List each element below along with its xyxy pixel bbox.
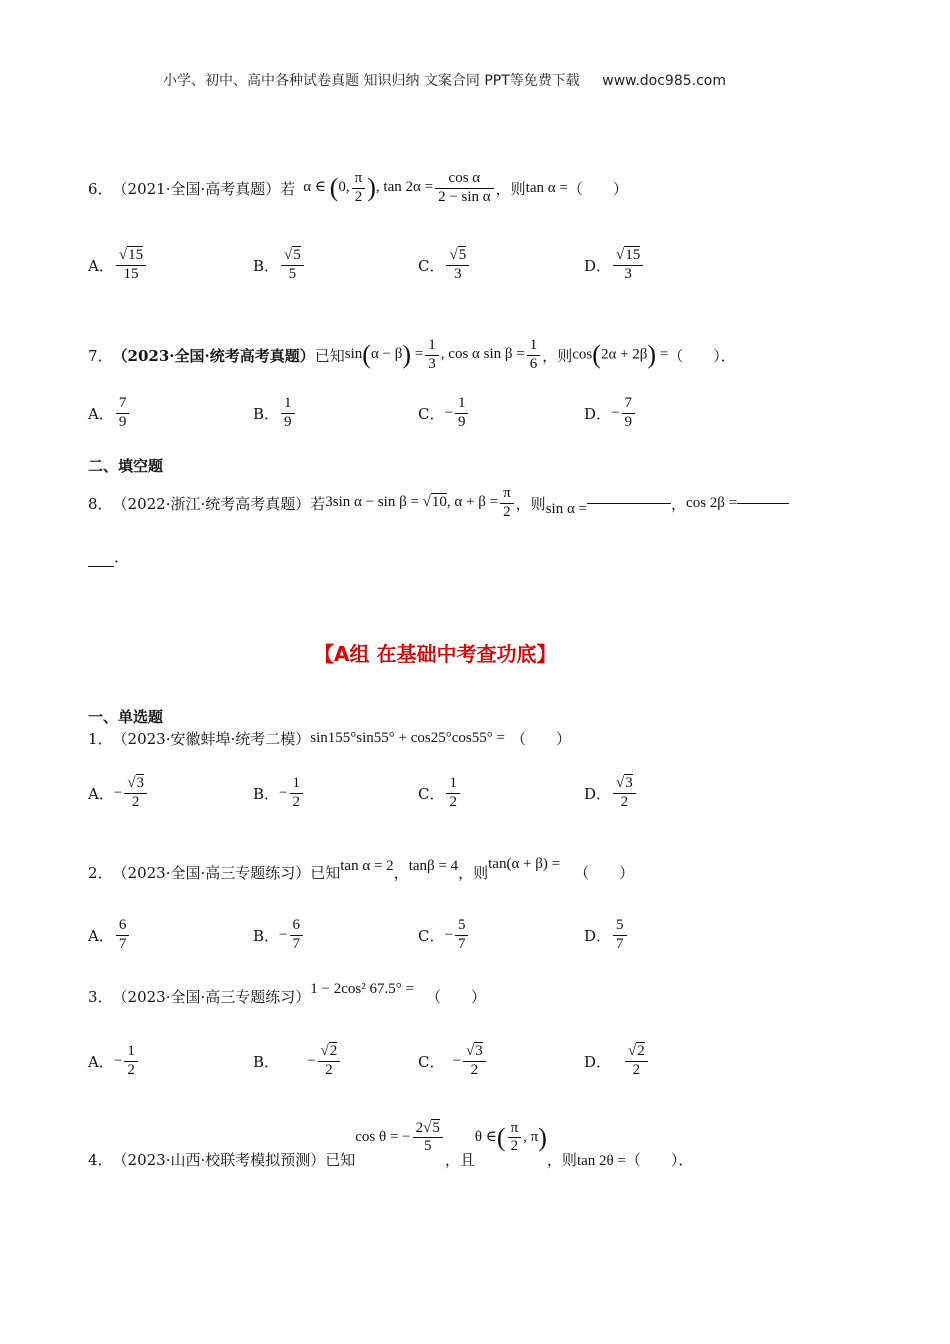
q6-paren: （ ） xyxy=(567,179,628,198)
q8-comma: ， xyxy=(671,494,687,513)
option-c[interactable]: C． − $\frac{5}{7}$ xyxy=(418,912,470,958)
group-title: 【A组 在基础中考查功底】 xyxy=(314,642,557,666)
option-d[interactable]: D． $\frac{5}{7}$ xyxy=(584,912,629,958)
option-a[interactable]: A． $\frac{7}{9}$ xyxy=(88,390,131,436)
page-header xyxy=(163,70,726,90)
q4-source: （2023·山西·校联考模拟预测）已知 xyxy=(112,1151,356,1169)
q7-number: 7． xyxy=(88,346,113,365)
question-7 xyxy=(88,332,736,378)
option-b[interactable]: B． − $\frac{1}{2}$ xyxy=(253,768,305,818)
option-label: C． xyxy=(418,926,445,945)
option-a[interactable]: A． − $\frac{1}{2}$ xyxy=(88,1036,140,1086)
option-d[interactable]: D． − $\frac{7}{9}$ xyxy=(584,390,637,436)
q4-c2: ，则 xyxy=(546,1151,577,1169)
q8-end: ． xyxy=(114,548,130,566)
option-a[interactable]: A． − $\frac{√3}{2}$ xyxy=(88,768,149,818)
header-text: 小学、初中、高中各种试卷真题 知识归纳 文案合同 PPT等免费下载 xyxy=(163,73,580,89)
option-label: B． xyxy=(253,404,280,423)
q8-then: ，则 xyxy=(515,494,546,513)
option-d[interactable]: D． $\frac{√2}{2}$ xyxy=(584,1036,650,1086)
q3-paren: （ ） xyxy=(425,987,486,1006)
option-label: D． xyxy=(584,256,612,275)
q7-paren: （ ）． xyxy=(668,346,736,365)
question-3 xyxy=(88,976,486,1016)
option-a[interactable]: A． $\frac{√15}{15}$ xyxy=(88,240,148,290)
option-label: A． xyxy=(88,784,114,803)
option-b[interactable]: B． $\frac{1}{9}$ xyxy=(253,390,297,436)
q2-expr-1: tan α = 2 xyxy=(340,857,394,874)
header-site-link[interactable]: www.doc985.com xyxy=(602,73,726,89)
option-label: A． xyxy=(88,926,114,945)
option-c[interactable]: C． $\frac{√5}{3}$ xyxy=(418,240,471,290)
q1-number: 1． xyxy=(88,730,113,748)
q3-source: （2023·全国·高三专题练习） xyxy=(112,987,311,1006)
q6-tan: tan α = xyxy=(525,179,568,196)
q8-number: 8． xyxy=(88,494,113,513)
q8-sin: sin α = xyxy=(545,500,588,517)
option-label: C． xyxy=(418,784,445,803)
option-a[interactable]: A． $\frac{6}{7}$ xyxy=(88,912,131,958)
q2-c2: ，则 xyxy=(458,863,489,882)
option-label: A． xyxy=(88,256,114,275)
q3-number: 3． xyxy=(88,987,113,1006)
option-label: D． xyxy=(584,404,612,423)
option-d[interactable]: D． $\frac{√15}{3}$ xyxy=(584,240,645,290)
question-6 xyxy=(88,158,628,218)
option-label: C． xyxy=(418,404,445,423)
q6-source: （2021·全国·高考真题）若 xyxy=(112,179,296,198)
option-label: B． xyxy=(253,784,280,803)
option-label: B． xyxy=(253,256,280,275)
q6-options xyxy=(88,240,788,290)
option-label: C． xyxy=(418,1052,445,1071)
option-b[interactable]: B． − $\frac{√2}{2}$ xyxy=(253,1036,342,1086)
q8-cos: cos 2β = xyxy=(686,494,738,511)
q1-expr: sin155°sin55° + cos25°cos55° = xyxy=(310,730,505,746)
q2-c1: ， xyxy=(393,863,409,882)
q8-blank-2[interactable] xyxy=(737,502,789,504)
q8-blank-2-cont[interactable] xyxy=(88,565,114,567)
q6-ask: ，则 xyxy=(495,179,526,198)
q8-blank-1[interactable] xyxy=(587,502,671,504)
q2-number: 2． xyxy=(88,863,113,882)
option-label: A． xyxy=(88,1052,114,1071)
q2-options xyxy=(88,912,788,958)
option-d[interactable]: D． $\frac{√3}{2}$ xyxy=(584,768,638,818)
option-label: B． xyxy=(253,1052,280,1071)
q4-paren: （ ）． xyxy=(625,1151,694,1169)
q1-source: （2023·安徽蚌埠·统考二模） xyxy=(112,730,311,748)
q8-condition: 3sin α − sin β = √10, α + β = $\frac{\pi}{2}$ xyxy=(325,485,515,521)
q7-pre: 已知 xyxy=(314,346,345,365)
question-2 xyxy=(88,852,634,892)
section-single-choice: 一、单选题 xyxy=(88,708,164,726)
q1-paren: （ ） xyxy=(510,730,571,748)
q2-expr-2: tanβ = 4 xyxy=(408,857,459,874)
q2-paren: （ ） xyxy=(574,863,635,882)
q4-c1: ，且 xyxy=(444,1151,475,1169)
q7-source: （2023·全国·统考高考真题） xyxy=(112,346,315,365)
option-label: D． xyxy=(584,784,612,803)
option-c[interactable]: C． − $\frac{1}{9}$ xyxy=(418,390,470,436)
option-label: B． xyxy=(253,926,280,945)
question-4 xyxy=(88,1120,693,1180)
q2-expr-3: tan(α + β) = xyxy=(488,855,561,872)
q6-number: 6． xyxy=(88,179,113,198)
q8-continuation xyxy=(88,546,129,567)
option-c[interactable]: C． $\frac{1}{2}$ xyxy=(418,768,462,818)
option-b[interactable]: B． $\frac{√5}{5}$ xyxy=(253,240,306,290)
question-1 xyxy=(88,728,571,749)
q7-mid: ，则 xyxy=(542,346,573,365)
q7-options xyxy=(88,390,788,436)
q4-number: 4． xyxy=(88,1151,113,1169)
q8-source: （2022·浙江·统考高考真题）若 xyxy=(112,494,326,513)
q4-condition-1: cos θ = − $\frac{2√5}{5}$ xyxy=(355,1120,445,1156)
section-fill-in: 二、填空题 xyxy=(88,457,164,475)
q3-options xyxy=(88,1036,788,1086)
q2-source: （2023·全国·高三专题练习）已知 xyxy=(112,863,341,882)
q1-options xyxy=(88,768,788,818)
option-label: D． xyxy=(584,926,612,945)
option-b[interactable]: B． − $\frac{6}{7}$ xyxy=(253,912,305,958)
option-c[interactable]: C． − $\frac{√3}{2}$ xyxy=(418,1036,488,1086)
question-8 xyxy=(88,480,789,526)
option-label: C． xyxy=(418,256,445,275)
q7-condition: sin(α − β) = $\frac{1}{3}$ , cos α sin β = $\frac{1}{6}$ xyxy=(345,337,542,373)
option-label: A． xyxy=(88,404,114,423)
q4-expr: tan 2θ = xyxy=(576,1153,626,1169)
q6-condition: α ∈ (0, $\frac{\pi}{2}$ ), tan 2α = $\frac{\text{cos α}}{\text{2 − sin α}}$ xyxy=(303,170,495,206)
q3-expr: 1 − 2cos² 67.5° = xyxy=(310,980,414,997)
q4-condition-2: θ ∈( $\frac{\pi}{2}$ , π) xyxy=(474,1120,547,1155)
option-label: D． xyxy=(584,1052,612,1071)
q7-target: cos(2α + 2β) = xyxy=(572,340,669,369)
